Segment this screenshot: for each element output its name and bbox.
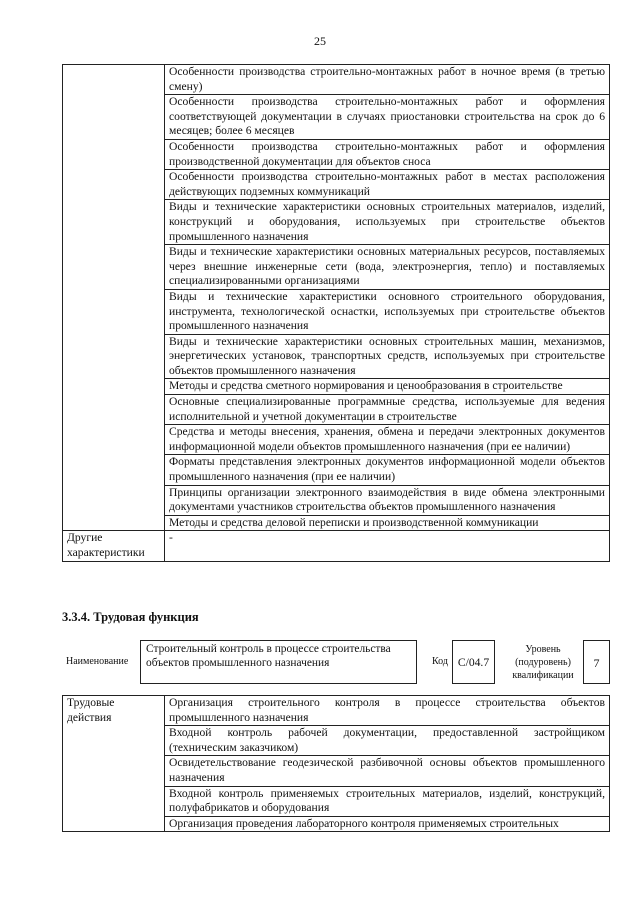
function-header	[62, 640, 610, 688]
row-label: Трудовые действия	[63, 696, 165, 832]
requirements-table	[62, 64, 610, 562]
function-code-label: Код	[432, 656, 448, 667]
table-cell: Виды и технические характеристики основных строительных машин, механизмов, энергетических установок, транспортных средств, используемых при строительстве объектов промышленного назначения	[165, 334, 610, 379]
row-label	[63, 65, 165, 531]
function-name-label: Наименование	[66, 656, 129, 667]
qualification-level-value: 7	[583, 640, 610, 684]
qualification-level-label: Уровень (подуровень) квалификации	[512, 644, 574, 681]
table-cell: Особенности производства строительно-монтажных работ и оформления соответствующей документации в случаях приостановки строительства на срок до 6 месяцев; более 6 месяцев	[165, 95, 610, 140]
table-cell: Освидетельствование геодезической разбивочной основы объектов промышленного назначения	[165, 756, 610, 786]
page-number: 25	[314, 34, 326, 48]
other-characteristics-label: Другие характеристики	[63, 531, 165, 561]
table-cell: Методы и средства деловой переписки и производственной коммуникации	[165, 515, 610, 531]
knowledge-row	[63, 65, 610, 95]
table-cell: Особенности производства строительно-монтажных работ в местах расположения действующих подземных коммуникаций	[165, 170, 610, 200]
table-cell: Виды и технические характеристики основного строительного оборудования, инструмента, технологической оснастки, используемых при строительстве объектов промышленного назначения	[165, 289, 610, 334]
table-cell: Особенности производства строительно-монтажных работ и оформления производственной документации для объектов сноса	[165, 139, 610, 169]
function-name-value: Строительный контроль в процессе строительства объектов промышленного назначения	[140, 640, 417, 684]
table-cell: Виды и технические характеристики основных строительных материалов, изделий, конструкций и оборудования, используемых при строительстве объектов промышленного назначения	[165, 200, 610, 245]
table-cell: Принципы организации электронного взаимодействия в виде обмена электронными документами участников строительства объектов промышленного назначения	[165, 485, 610, 515]
table-cell: Входной контроль рабочей документации, предоставленной застройщиком (техническим заказчиком)	[165, 726, 610, 756]
table-cell: Виды и технические характеристики основных материальных ресурсов, поставляемых через внешние инженерные сети (вода, электроэнергия, тепло) и поставляемых специализированными организациями	[165, 245, 610, 290]
table-cell: Организация строительного контроля в процессе строительства объектов промышленного назначения	[165, 696, 610, 726]
labor-action-row	[63, 696, 610, 726]
table-cell: Особенности производства строительно-монтажных работ в ночное время (в третью смену)	[165, 65, 610, 95]
table-cell: Основные специализированные программные средства, используемые для ведения исполнительной и учетной документации в строительстве	[165, 395, 610, 425]
table-cell: Входной контроль применяемых строительных материалов, изделий, конструкций, полуфабрикатов и оборудования	[165, 786, 610, 816]
labor-actions-table	[62, 695, 610, 832]
other-characteristics-value: -	[165, 531, 610, 561]
function-code-value: C/04.7	[452, 640, 495, 684]
section-heading: 3.3.4. Трудовая функция	[62, 610, 199, 624]
table-cell: Методы и средства сметного нормирования и ценообразования в строительстве	[165, 379, 610, 395]
table-cell: Организация проведения лабораторного контроля применяемых строительных	[165, 816, 610, 832]
other-characteristics-row	[63, 531, 610, 561]
table-cell: Средства и методы внесения, хранения, обмена и передачи электронных документов информационной модели объектов промышленного назначения (при ее наличии)	[165, 425, 610, 455]
table-cell: Форматы представления электронных документов информационной модели объектов промышленного назначения (при ее наличии)	[165, 455, 610, 485]
